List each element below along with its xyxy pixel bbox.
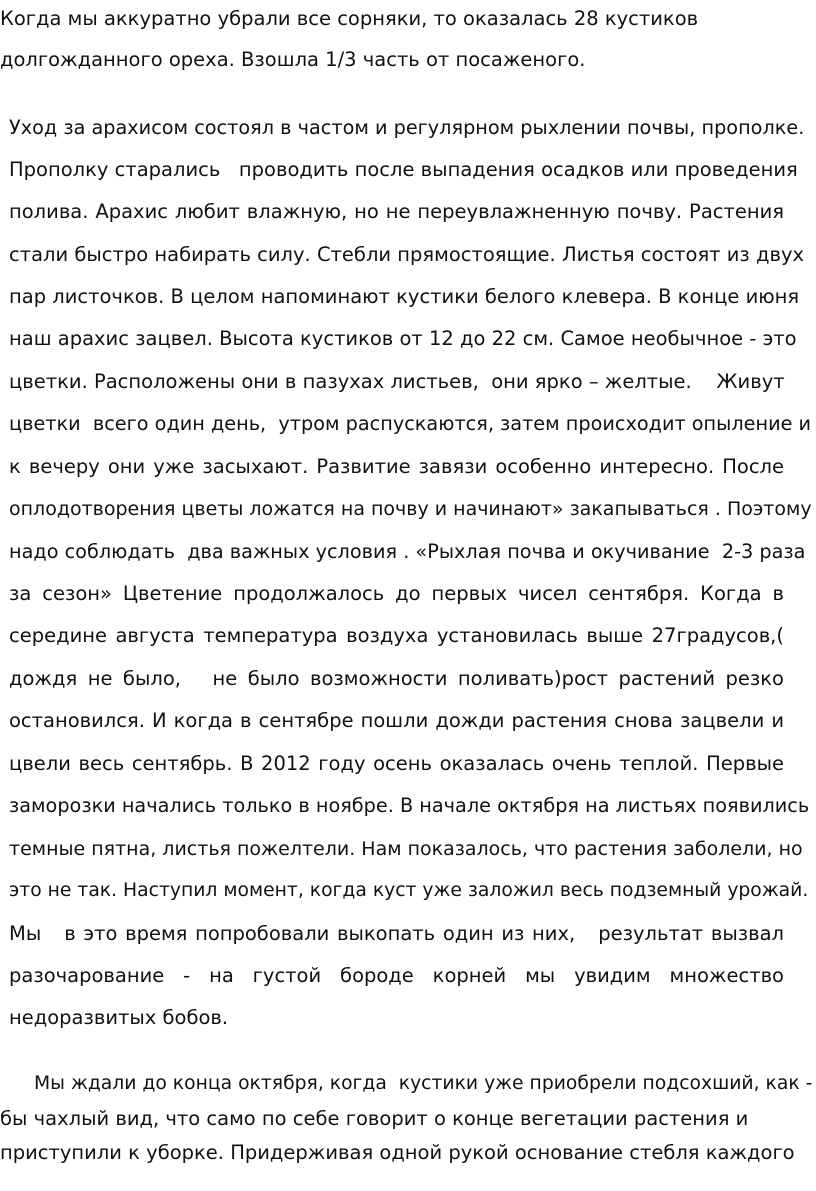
text-line: к вечеру они уже засыхают. Развитие завязи особенно интересно. После (9, 455, 784, 478)
text-line: надо соблюдать два важных условия . «Рыхлая почва и окучивание 2-3 раза (9, 540, 806, 563)
text-line: долгожданного ореха. Взошла 1/3 часть от посаженого. (0, 48, 586, 71)
text-line: стали быстро набирать силу. Стебли прямостоящие. Листья состоят из двух (9, 243, 805, 266)
text-line: Прополку старались проводить после выпадения осадков или проведения (9, 158, 798, 181)
text-line: это не так. Наступил момент, когда куст уже заложил весь подземный урожай. (9, 880, 809, 901)
text-line: середине августа температура воздуха установилась выше 27градусов,( (9, 624, 784, 647)
text-line: недоразвитых бобов. (9, 1006, 229, 1029)
text-line: цвели весь сентябрь. В 2012 году осень оказалась очень теплой. Первые (9, 752, 784, 775)
text-line: дождя не было, не было возможности поливать)рост растений резко (9, 667, 784, 690)
text-line: Уход за арахисом состоял в частом и регулярном рыхлении почвы, прополке. (9, 116, 805, 139)
text-line: оплодотворения цветы ложатся на почву и начинают» закапываться . Поэтому (9, 498, 812, 520)
text-line: Когда мы аккуратно убрали все сорняки, то оказалась 28 кустиков (0, 7, 699, 30)
text-line: темные пятна, листья пожелтели. Нам показалось, что растения заболели, но (9, 838, 803, 860)
text-line: приступили к уборке. Придерживая одной рукой основание стебля каждого (0, 1141, 795, 1164)
text-line: заморозки начались только в ноябре. В начале октября на листьях появились (9, 794, 810, 817)
text-line: Мы ждали до конца октября, когда кустики уже приобрели подсохший, как - (34, 1073, 813, 1094)
text-line: Мы в это время попробовали выкопать один из них, результат вызвал (9, 922, 784, 945)
text-line: разочарование - на густой бороде корней мы увидим множество (9, 964, 784, 987)
text-line: за сезон» Цветение продолжалось до первых чисел сентября. Когда в (9, 582, 784, 605)
text-line: полива. Арахис любит влажную, но не переувлажненную почву. Растения (9, 200, 784, 223)
text-line: пар листочков. В целом напоминают кустики белого клевера. В конце июня (9, 285, 800, 308)
text-line: наш арахис зацвел. Высота кустиков от 12 до 22 см. Самое необычное - это (9, 327, 797, 350)
text-line: остановился. И когда в сентябре пошли дожди растения снова зацвели и (9, 709, 784, 732)
text-line: цветки всего один день, утром распускаются, затем происходит опыление и (9, 412, 812, 435)
text-line: бы чахлый вид, что само по себе говорит о конце вегетации растения и (0, 1107, 749, 1130)
text-line: цветки. Расположены они в пазухах листьев, они ярко – желтые. Живут (9, 370, 785, 393)
